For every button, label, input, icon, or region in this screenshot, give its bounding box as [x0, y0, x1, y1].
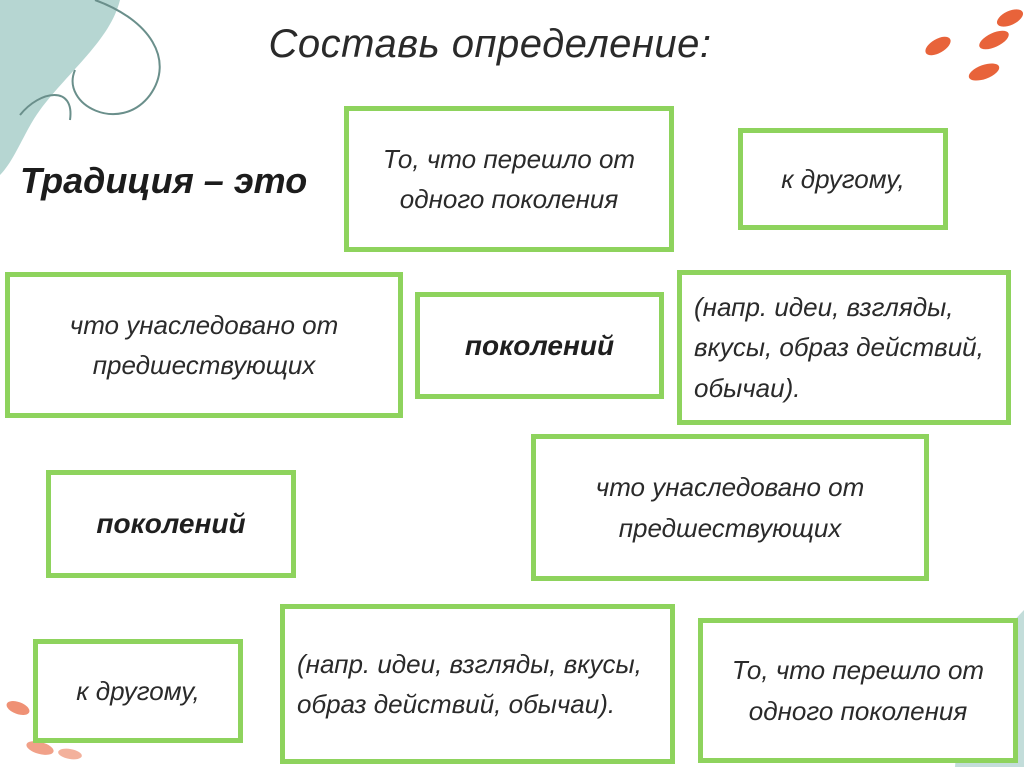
card-text: То, что перешло от одного поколения	[731, 655, 985, 726]
card-to-another-top[interactable]	[738, 128, 948, 230]
definition-lead: Традиция – это	[20, 160, 308, 201]
card-text: (напр. идеи, взгляды, вкусы, образ действий, обычаи).	[297, 648, 642, 719]
card-to-another-bottom[interactable]	[33, 639, 243, 743]
card-inherited-right[interactable]	[531, 434, 929, 581]
card-examples-bottom[interactable]	[280, 604, 675, 764]
card-examples-right[interactable]	[677, 270, 1011, 425]
slide-title: Составь определение:	[268, 22, 712, 66]
card-text: к другому,	[76, 675, 200, 706]
card-one-generation-bottom[interactable]	[698, 618, 1018, 763]
card-text: То, что перешло от одного поколения	[382, 143, 636, 214]
card-text: (напр. идеи, взгляды, вкусы, образ действий, обычаи).	[694, 292, 984, 403]
card-text: поколений	[464, 329, 615, 361]
card-inherited-left[interactable]	[5, 272, 403, 418]
card-text: к другому,	[781, 163, 905, 194]
card-text: поколений	[96, 508, 246, 540]
card-one-generation-top[interactable]	[344, 106, 674, 252]
card-generations-left[interactable]	[46, 470, 296, 578]
card-text: что унаследовано от предшествующих	[69, 309, 339, 380]
card-text: что унаследовано от предшествующих	[595, 472, 865, 543]
card-generations-middle[interactable]	[415, 292, 664, 399]
